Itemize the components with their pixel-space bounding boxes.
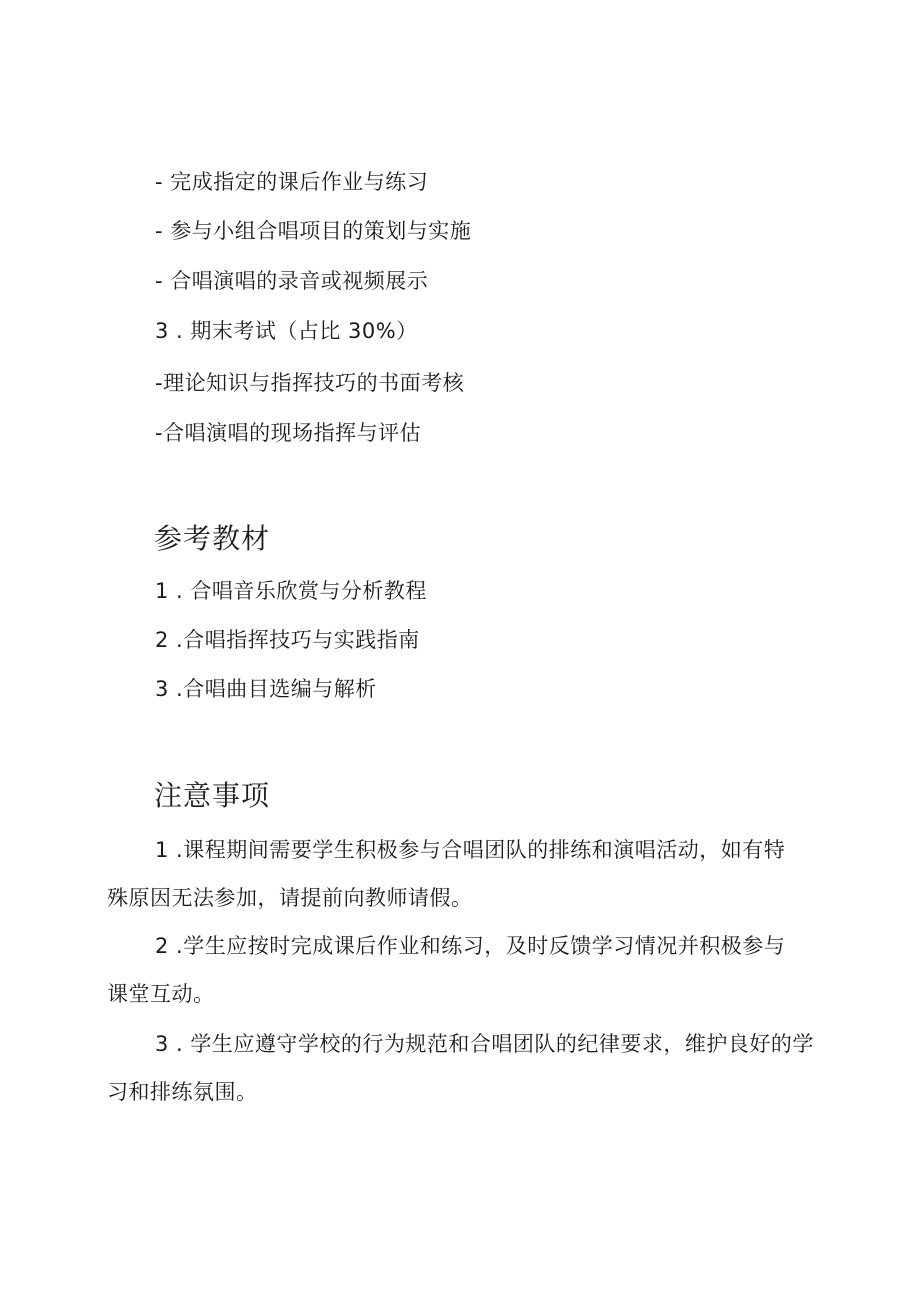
note-2-line-2: 课堂互动。 xyxy=(107,982,215,1006)
reference-item-2: 2 .合唱指挥技巧与实践指南 xyxy=(155,628,420,652)
homework-item-2: - 参与小组合唱项目的策划与实施 xyxy=(155,219,472,243)
reference-item-1: 1 . 合唱音乐欣赏与分析教程 xyxy=(155,579,427,603)
final-exam-item-2: -合唱演唱的现场指挥与评估 xyxy=(155,421,422,445)
reference-item-3: 3 .合唱曲目选编与解析 xyxy=(155,677,377,701)
note-3-line-2: 习和排练氛围。 xyxy=(107,1080,258,1104)
homework-item-3: - 合唱演唱的录音或视频展示 xyxy=(155,269,429,293)
note-1-line-1: 1 .课程期间需要学生积极参与合唱团队的排练和演唱活动，如有特 xyxy=(155,838,786,862)
notes-title: 注意事项 xyxy=(154,779,271,812)
homework-item-1: - 完成指定的课后作业与练习 xyxy=(155,170,429,194)
final-exam-heading: 3 . 期末考试（占比 30%） xyxy=(155,319,418,343)
note-2-line-1: 2 .学生应按时完成课后作业和练习，及时反馈学习情况并积极参与 xyxy=(155,934,786,958)
note-3-line-1: 3 . 学生应遵守学校的行为规范和合唱团队的纪律要求，维护良好的学 xyxy=(155,1032,814,1056)
note-1-line-2: 殊原因无法参加，请提前向教师请假。 xyxy=(107,886,473,910)
references-title: 参考教材 xyxy=(154,522,271,555)
final-exam-item-1: -理论知识与指挥技巧的书面考核 xyxy=(155,371,465,395)
